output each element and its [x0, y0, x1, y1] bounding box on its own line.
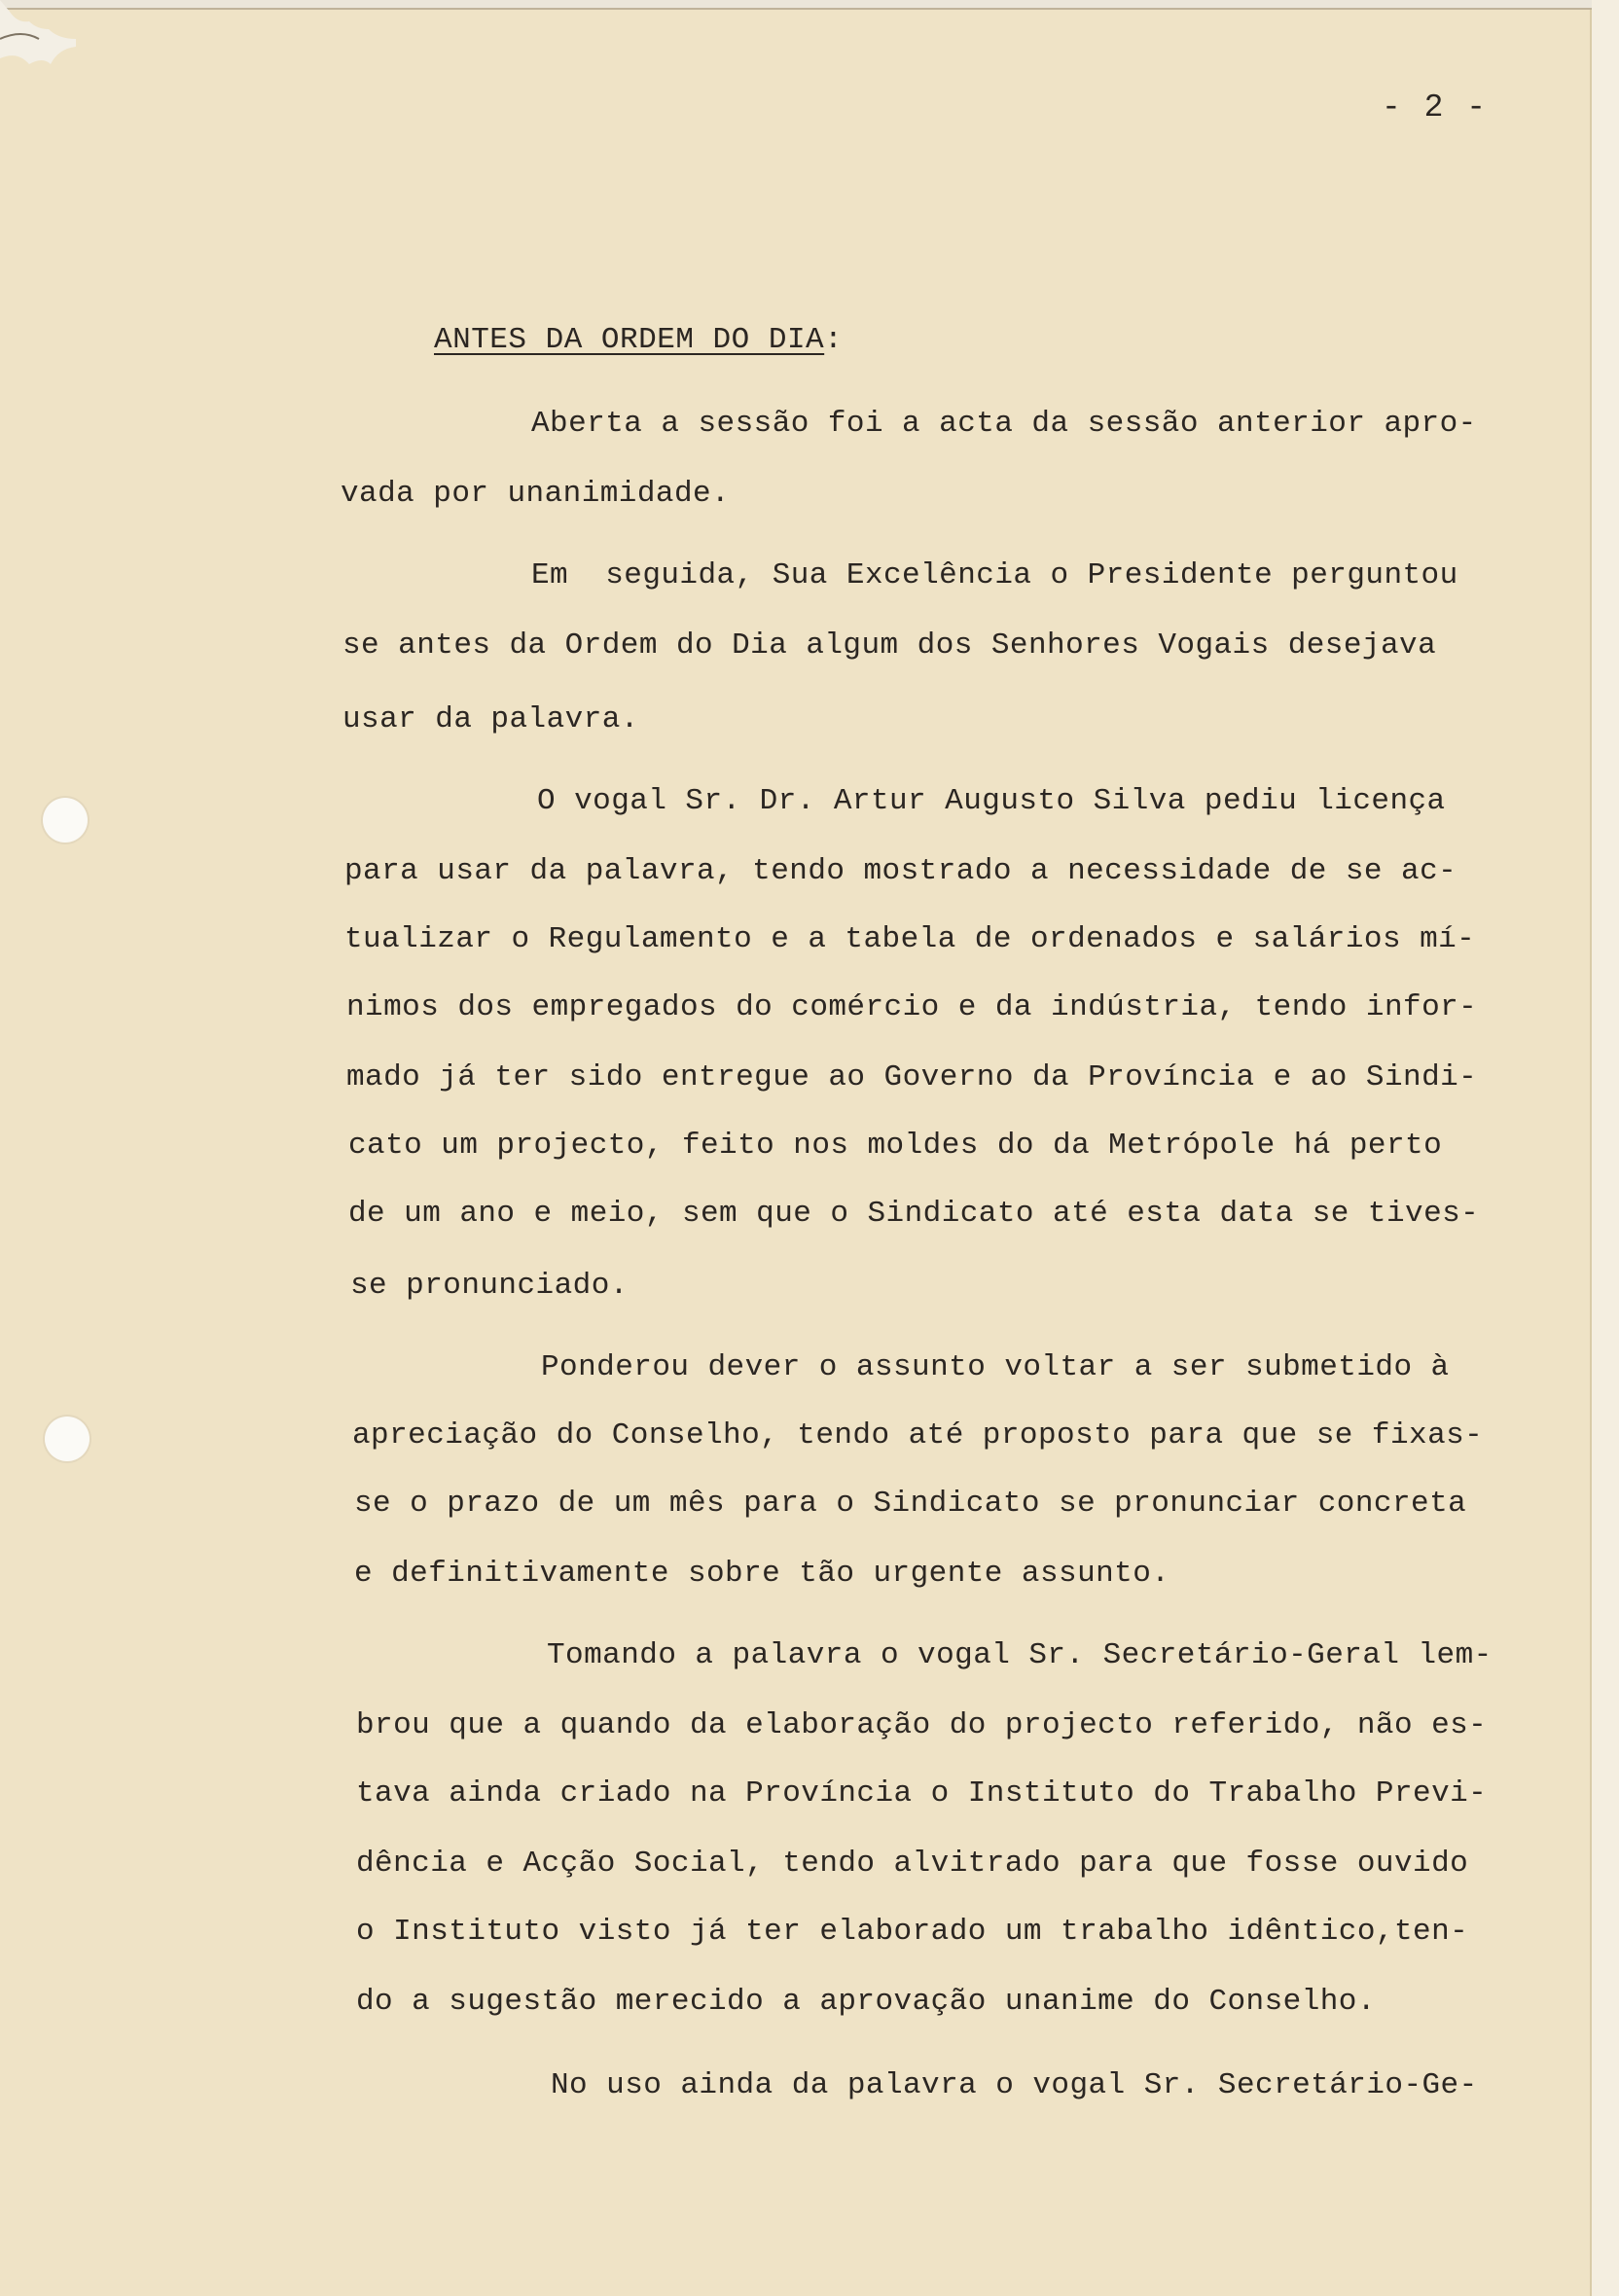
text-line: Ponderou dever o assunto voltar a ser submetido à — [541, 1350, 1450, 1384]
text-line: Tomando a palavra o vogal Sr. Secretário-Geral lem- — [547, 1638, 1493, 1672]
text-line: para usar da palavra, tendo mostrado a necessidade de se ac- — [344, 854, 1457, 888]
text-line: mado já ter sido entregue ao Governo da Província e ao Sindi- — [346, 1060, 1478, 1094]
text-line: nimos dos empregados do comércio e da indústria, tendo infor- — [346, 990, 1478, 1024]
section-heading — [434, 323, 843, 357]
section-heading-text: ANTES DA ORDEM DO DIA — [434, 323, 825, 357]
text-line: cato um projecto, feito nos moldes do da Metrópole há perto — [348, 1129, 1443, 1163]
text-line: apreciação do Conselho, tendo até proposto para que se fixas- — [352, 1418, 1484, 1453]
text-line: vada por unanimidade. — [341, 477, 731, 511]
text-line: dência e Acção Social, tendo alvitrado para que fosse ouvido — [356, 1847, 1469, 1881]
text-line: O vogal Sr. Dr. Artur Augusto Silva pediu licença — [537, 784, 1446, 818]
page-number: - 2 - — [1382, 90, 1489, 126]
text-line: tava ainda criado na Província o Instituto do Trabalho Previ- — [356, 1776, 1488, 1811]
section-heading-colon: : — [824, 323, 844, 357]
text-line: usar da palavra. — [342, 702, 639, 736]
text-line: brou que a quando da elaboração do projecto referido, não es- — [356, 1708, 1488, 1742]
text-line: se antes da Ordem do Dia algum dos Senhores Vogais desejava — [342, 628, 1437, 663]
text-line: se pronunciado. — [350, 1269, 629, 1303]
punch-hole-lower — [45, 1417, 90, 1461]
text-line: Em seguida, Sua Excelência o Presidente perguntou — [531, 558, 1458, 592]
text-line: o Instituto visto já ter elaborado um trabalho idêntico,ten- — [356, 1915, 1469, 1949]
text-line: se o prazo de um mês para o Sindicato se pronunciar concreta — [354, 1487, 1467, 1521]
text-line: do a sugestão merecido a aprovação unanime do Conselho. — [356, 1985, 1376, 2019]
text-line: Aberta a sessão foi a acta da sessão anterior apro- — [531, 407, 1477, 441]
page-top-edge — [0, 0, 1592, 10]
text-line: de um ano e meio, sem que o Sindicato até esta data se tives- — [348, 1197, 1480, 1231]
text-line: No uso ainda da palavra o vogal Sr. Secretário-Ge- — [551, 2068, 1478, 2102]
page-right-edge — [1592, 0, 1619, 2296]
torn-corner-mark — [0, 0, 78, 68]
punch-hole-upper — [43, 798, 88, 843]
text-line: tualizar o Regulamento e a tabela de ordenados e salários mí- — [344, 922, 1476, 956]
text-line: e definitivamente sobre tão urgente assunto. — [354, 1557, 1170, 1591]
